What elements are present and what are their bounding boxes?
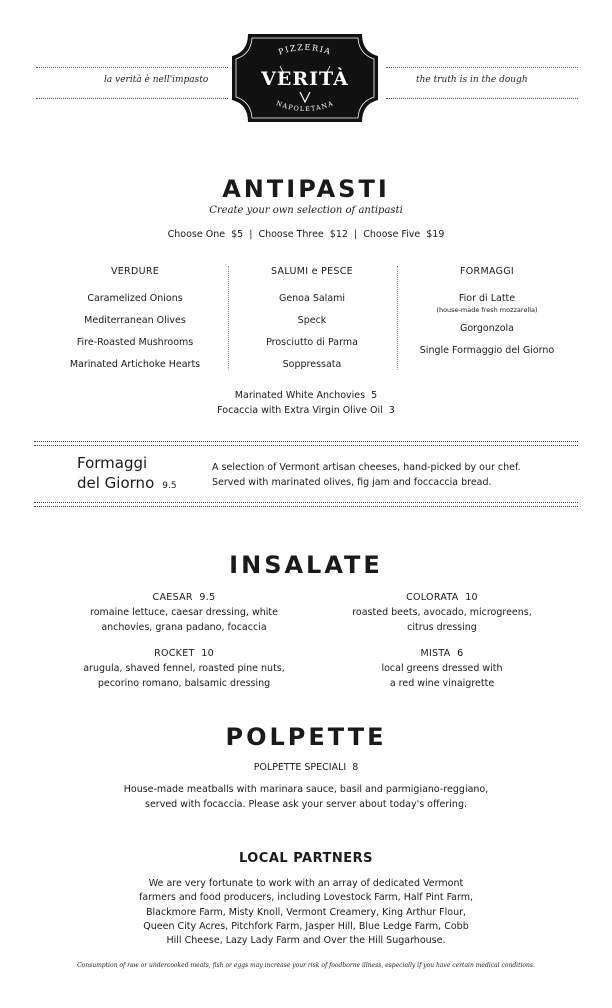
box-rule-bottom	[34, 506, 578, 507]
salad-desc: local greens dressed with	[381, 663, 503, 674]
tagline-right: the truth is in the dough	[416, 75, 528, 85]
description-line: House-made meatballs with marinara sauce, basil and parmigiano-reggiano,	[123, 784, 489, 795]
column-divider	[228, 266, 229, 370]
description-line: served with focaccia. Please ask your server about today's offering.	[145, 799, 467, 810]
salad-mista	[324, 646, 560, 691]
partners-line: farmers and food producers, including Lovestock Farm, Half Pint Farm,	[138, 892, 474, 904]
salad-name: CAESAR 9.5	[152, 592, 216, 603]
box-rule-top	[34, 441, 578, 442]
partners-line: Hill Cheese, Lazy Lady Farm and Over the Hill Sugarhouse.	[166, 935, 446, 947]
partners-line: Queen City Acres, Pitchfork Farm, Jasper Hill, Blue Ledge Farm, Cobb	[143, 920, 469, 932]
insalate-title: INSALATE	[229, 551, 383, 579]
polpette-description	[0, 782, 612, 812]
salad-name: ROCKET 10	[154, 648, 214, 659]
salad-desc: roasted beets, avocado, microgreens,	[352, 607, 532, 618]
menu-item: Soppressata	[282, 359, 342, 370]
menu-item: Marinated Artichoke Hearts	[69, 359, 201, 370]
salad-desc: a red wine vinaigrette	[389, 678, 495, 689]
tagline-left: la verità è nell'impasto	[104, 75, 209, 85]
formaggi-giorno-title-line1: Formaggi	[77, 454, 148, 472]
antipasti-title: ANTIPASTI	[222, 175, 390, 203]
menu-item: Prosciutto di Parma	[266, 337, 358, 348]
formaggi-giorno-price: 9.5	[162, 481, 177, 491]
menu-item: Gorgonzola	[459, 323, 515, 334]
formaggi-giorno-title-line2-wrap	[77, 473, 177, 496]
header-rule-right-bottom	[386, 98, 578, 99]
salad-desc: citrus dressing	[407, 622, 477, 633]
salad-desc: arugula, shaved fennel, roasted pine nuts,	[83, 663, 285, 674]
salad-desc: pecorino romano, balsamic dressing	[97, 678, 271, 689]
verita-logo	[228, 26, 382, 130]
antipasti-subtitle: Create your own selection of antipasti	[209, 205, 403, 216]
menu-item-note: (house-made fresh mozzarella)	[436, 306, 538, 314]
logo-top-text: PIZZERIA	[277, 42, 333, 57]
salad-colorata	[324, 590, 560, 635]
local-partners-title: LOCAL PARTNERS	[238, 851, 374, 866]
header-rule-left-bottom	[36, 98, 228, 99]
column-heading: FORMAGGI	[460, 266, 514, 277]
partners-line: Blackmore Farm, Misty Knoll, Vermont Creamery, King Arthur Flour,	[145, 906, 467, 918]
extra-item: Marinated White Anchovies 5	[234, 390, 378, 401]
formaggi-giorno-title-line2: del Giorno	[77, 474, 155, 492]
logo-name-text: VERITÀ	[261, 68, 349, 90]
polpette-item: POLPETTE SPECIALI 8	[253, 762, 359, 773]
menu-item: Genoa Salami	[278, 293, 346, 304]
salad-name: COLORATA 10	[406, 592, 478, 603]
antipasti-column-salumi	[232, 266, 392, 376]
extra-item: Focaccia with Extra Virgin Olive Oil 3	[217, 405, 395, 416]
description-line: A selection of Vermont artisan cheeses, hand-picked by our chef.	[212, 462, 521, 473]
column-divider	[397, 266, 398, 370]
menu-item: Mediterranean Olives	[84, 315, 186, 326]
formaggi-giorno-title	[77, 453, 177, 496]
column-heading: VERDURE	[110, 266, 160, 277]
salad-rocket	[66, 646, 302, 691]
column-heading: SALUMI e PESCE	[271, 266, 353, 277]
box-rule-bottom-inner	[34, 502, 578, 503]
local-partners-text	[0, 877, 612, 948]
partners-line: We are very fortunate to work with an array of dedicated Vermont	[148, 878, 464, 889]
antipasti-column-verdure	[56, 266, 214, 376]
description-line: Served with marinated olives, fig jam and foccaccia bread.	[212, 477, 492, 488]
salad-name: MISTA 6	[420, 648, 464, 659]
box-rule-top-inner	[34, 445, 578, 446]
salad-desc: romaine lettuce, caesar dressing, white	[90, 607, 278, 618]
disclaimer: Consumption of raw or undercooked meats, fish or eggs may increase your risk of foodborne illness, especially if you have certain medical conditions.	[77, 962, 535, 969]
menu-item: Fior di Latte	[458, 293, 516, 304]
salad-desc: anchovies, grana padano, focaccia	[101, 622, 267, 633]
salad-caesar	[66, 590, 302, 635]
formaggi-giorno-description	[212, 460, 521, 490]
header-rule-right-top	[386, 67, 578, 68]
menu-item: Caramelized Onions	[87, 293, 183, 304]
menu-item: Fire-Roasted Mushrooms	[76, 337, 194, 348]
menu-item: Speck	[297, 315, 327, 326]
antipasti-column-formaggi	[402, 266, 572, 362]
antipasti-extras	[0, 388, 612, 418]
polpette-title: POLPETTE	[225, 723, 387, 751]
header-rule-left-top	[36, 67, 228, 68]
antipasti-pricing: Choose One $5 | Choose Three $12 | Choose Five $19	[167, 229, 445, 240]
logo-bottom-text: NAPOLETANA	[274, 99, 336, 114]
menu-item: Single Formaggio del Giorno	[419, 345, 555, 356]
